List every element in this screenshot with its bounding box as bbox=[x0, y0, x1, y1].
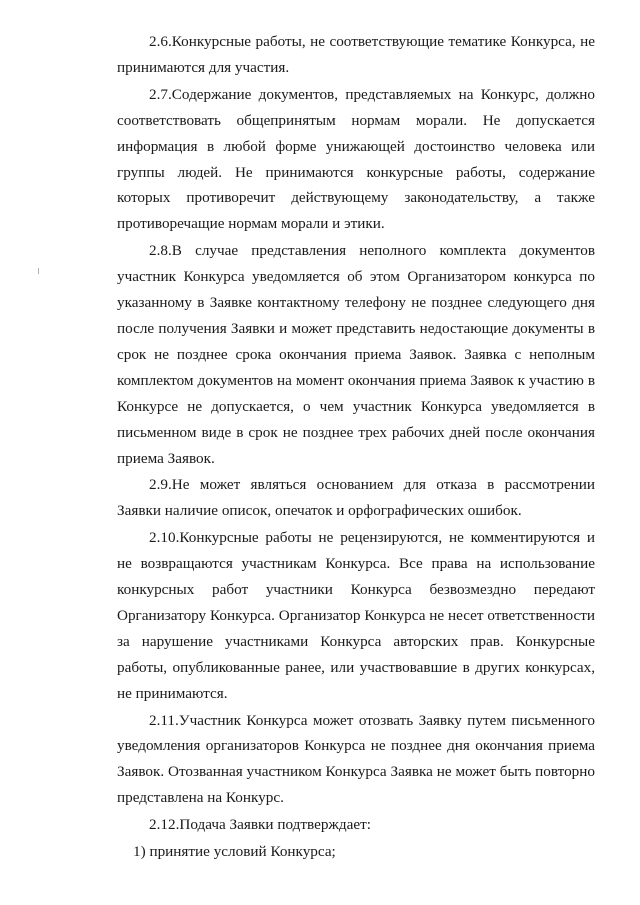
clause-2-11 bbox=[117, 708, 595, 812]
clause-text: Конкурсные работы, не соответствующие тематике Конкурса, не принимаются для участия. bbox=[117, 33, 595, 76]
clause-number: 2.11. bbox=[149, 711, 179, 729]
clause-2-12 bbox=[117, 812, 595, 838]
document-page bbox=[117, 29, 595, 866]
list-item-text: 1) принятие условий Конкурса; bbox=[133, 843, 336, 861]
clause-2-10 bbox=[117, 525, 595, 706]
clause-text: Содержание документов, представляемых на Конкурс, должно соответствовать общепринятым нормам морали. Не допускается информация в любой форме унижающей достоинство человека или группы людей. Не принимаются конкурсные работы, содержание которых противоречит действующему законодательству, а также противоречащие нормам морали и этики. bbox=[117, 85, 595, 233]
clause-text: Не может являться основанием для отказа в рассмотрении Заявки наличие описок, опечаток и орфографических ошибок. bbox=[117, 476, 595, 520]
clause-number: 2.9. bbox=[149, 476, 172, 494]
clause-2-9 bbox=[117, 472, 595, 524]
clause-number: 2.10. bbox=[149, 529, 180, 547]
clause-text: Подача Заявки подтверждает: bbox=[179, 816, 371, 834]
clause-2-6 bbox=[117, 29, 595, 81]
clause-2-7 bbox=[117, 82, 595, 237]
clause-number: 2.6. bbox=[149, 33, 172, 50]
list-item bbox=[117, 839, 595, 865]
clause-text: Участник Конкурса может отозвать Заявку путем письменного уведомления организаторов Конкурса не позднее дня окончания приема Заявок. Отозванная участником Конкурса Заявка не может быть повторно представлена на Конкурс. bbox=[117, 711, 595, 807]
margin-mark bbox=[38, 268, 39, 274]
clause-2-8 bbox=[117, 238, 595, 471]
clause-text: Конкурсные работы не рецензируются, не комментируются и не возвращаются участникам Конкурса. Все права на использование конкурсных работ участники Конкурса безвозмездно передают Организатору Конкурса. Организатор Конкурса не несет ответственности за нарушение участниками Конкурса авторских прав. Конкурсные работы, опубликованные ранее, или участвовавшие в других конкурсах, не принимаются. bbox=[117, 529, 595, 702]
clause-text: В случае представления неполного комплекта документов участник Конкурса уведомляется об этом Организатором конкурса по указанному в Заявке контактному телефону не позднее следующего дня после получения Заявки и может представить недостающие документы в срок не позднее срока окончания приема Заявок. Заявка с неполным комплектом документов на момент окончания приема Заявок к участию в Конкурсе не допускается, о чем участник Конкурса уведомляется в письменном виде в срок не позднее трех рабочих дней после окончания приема Заявок. bbox=[117, 242, 595, 467]
clause-number: 2.8. bbox=[149, 242, 172, 260]
clause-number: 2.7. bbox=[149, 85, 172, 103]
clause-number: 2.12. bbox=[149, 816, 180, 834]
